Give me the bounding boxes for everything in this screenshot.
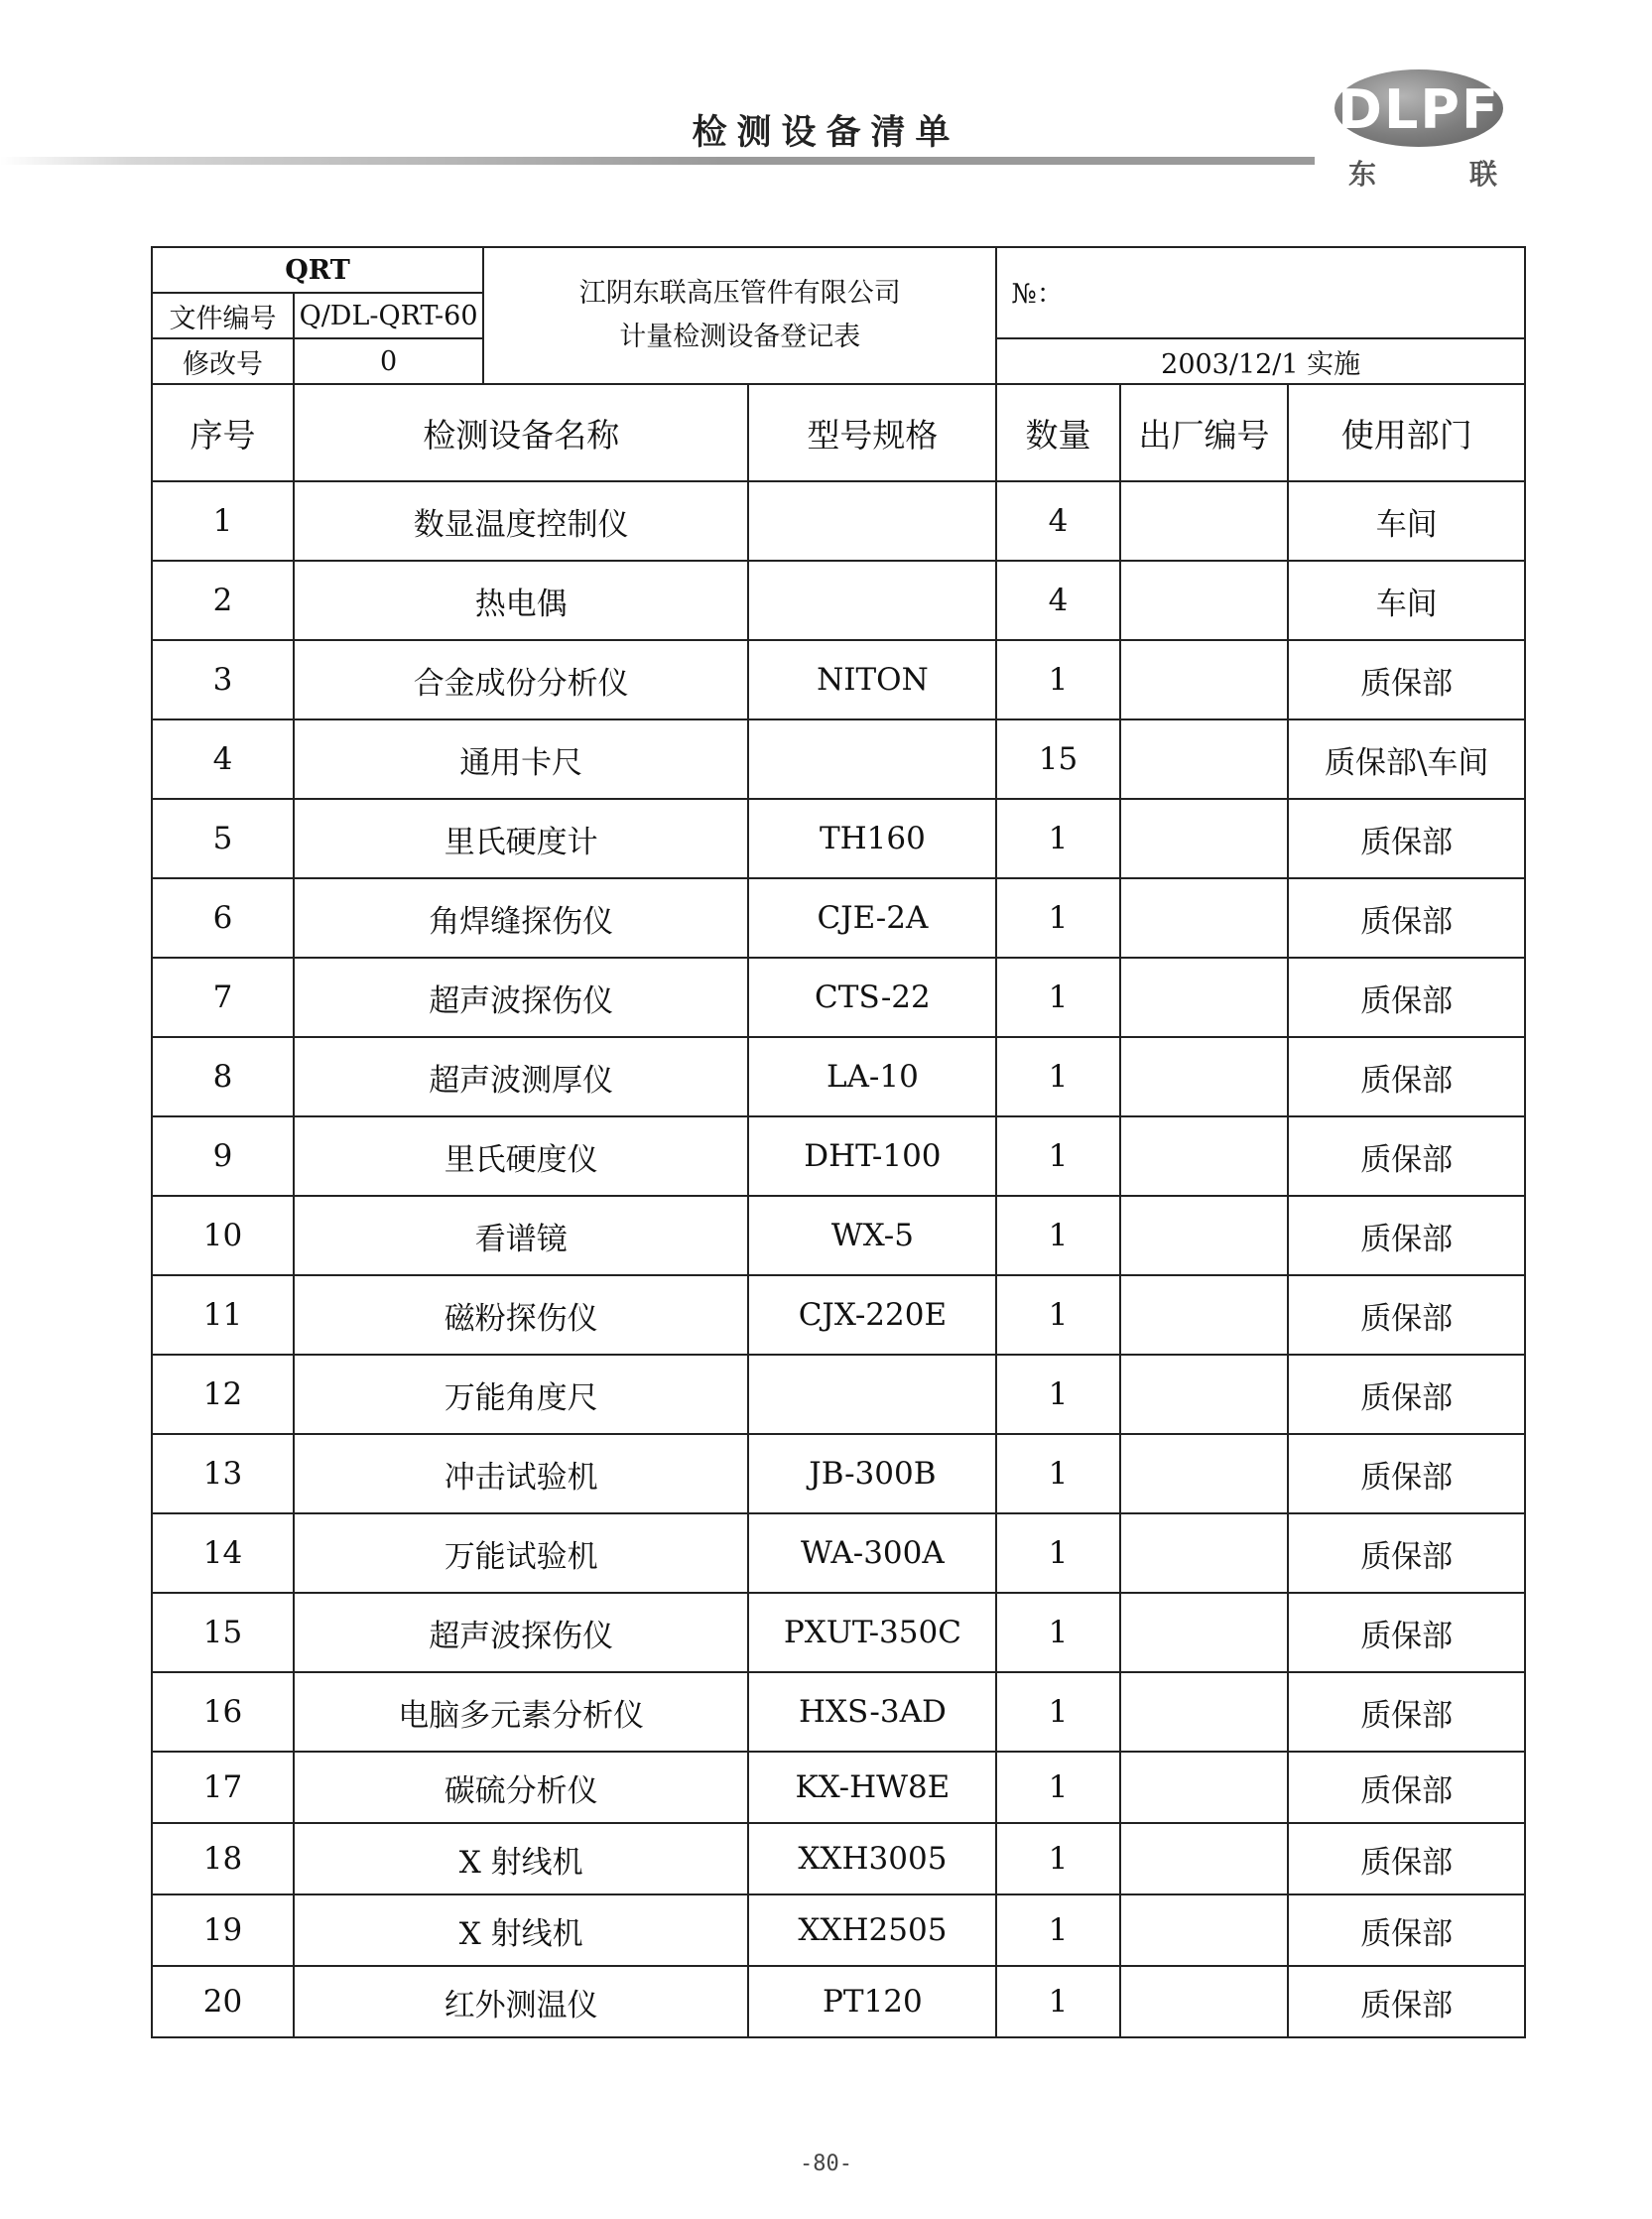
cell-model: [748, 481, 996, 561]
cell-no: 6: [152, 878, 294, 958]
cell-dept: 车间: [1288, 481, 1525, 561]
cell-dept: 质保部: [1288, 1823, 1525, 1894]
cell-serial: [1120, 1355, 1289, 1434]
cell-serial: [1120, 1593, 1289, 1672]
cell-dept: 车间: [1288, 561, 1525, 640]
cell-name: 电脑多元素分析仪: [294, 1672, 749, 1752]
cell-qty: 1: [996, 1196, 1119, 1275]
col-header-qty: 数量: [996, 384, 1119, 481]
revision-label: 修改号: [152, 338, 294, 384]
logo-cn-left: 东: [1348, 158, 1377, 191]
cell-name: 里氏硬度计: [294, 799, 749, 878]
title-rule: [0, 157, 1315, 165]
cell-name: 万能角度尺: [294, 1355, 749, 1434]
table-row: [152, 719, 1525, 799]
cell-dept: 质保部: [1288, 1037, 1525, 1116]
cell-no: 2: [152, 561, 294, 640]
cell-dept: 质保部: [1288, 1752, 1525, 1823]
cell-dept: 质保部: [1288, 1966, 1525, 2037]
cell-serial: [1120, 1196, 1289, 1275]
cell-dept: 质保部: [1288, 1434, 1525, 1513]
cell-dept: 质保部: [1288, 1116, 1525, 1196]
revision-value: 0: [294, 338, 483, 384]
cell-no: 9: [152, 1116, 294, 1196]
cell-model: [748, 1355, 996, 1434]
cell-dept: 质保部: [1288, 640, 1525, 719]
cell-model: XXH3005: [748, 1823, 996, 1894]
cell-dept: 质保部: [1288, 958, 1525, 1037]
cell-no: 20: [152, 1966, 294, 2037]
table-row: [152, 799, 1525, 878]
cell-qty: 4: [996, 481, 1119, 561]
cell-dept: 质保部: [1288, 1672, 1525, 1752]
cell-qty: 1: [996, 640, 1119, 719]
cell-qty: 15: [996, 719, 1119, 799]
cell-no: 5: [152, 799, 294, 878]
cell-serial: [1120, 1513, 1289, 1593]
cell-model: JB-300B: [748, 1434, 996, 1513]
cell-name: 磁粉探伤仪: [294, 1275, 749, 1355]
cell-no: 14: [152, 1513, 294, 1593]
table-row: [152, 640, 1525, 719]
cell-dept: 质保部: [1288, 799, 1525, 878]
col-header-name: 检测设备名称: [294, 384, 749, 481]
cell-no: 11: [152, 1275, 294, 1355]
cell-name: 冲击试验机: [294, 1434, 749, 1513]
cell-dept: 质保部: [1288, 1894, 1525, 1966]
table-row: [152, 1037, 1525, 1116]
cell-name: X 射线机: [294, 1894, 749, 1966]
cell-serial: [1120, 1823, 1289, 1894]
logo-cn-right: 联: [1468, 158, 1497, 191]
cell-model: WA-300A: [748, 1513, 996, 1593]
table-row: [152, 1823, 1525, 1894]
cell-no: 17: [152, 1752, 294, 1823]
cell-qty: 1: [996, 1752, 1119, 1823]
cell-no: 16: [152, 1672, 294, 1752]
table-row: [152, 1196, 1525, 1275]
cell-model: [748, 719, 996, 799]
cell-no: 12: [152, 1355, 294, 1434]
cell-serial: [1120, 1672, 1289, 1752]
file-no-value: Q/DL-QRT-60: [294, 293, 483, 338]
cell-serial: [1120, 640, 1289, 719]
col-header-model: 型号规格: [748, 384, 996, 481]
cell-name: 合金成份分析仪: [294, 640, 749, 719]
cell-model: KX-HW8E: [748, 1752, 996, 1823]
cell-model: LA-10: [748, 1037, 996, 1116]
cell-name: 超声波测厚仪: [294, 1037, 749, 1116]
cell-serial: [1120, 1037, 1289, 1116]
form-number: №：: [996, 247, 1525, 338]
cell-no: 4: [152, 719, 294, 799]
cell-no: 3: [152, 640, 294, 719]
cell-model: HXS-3AD: [748, 1672, 996, 1752]
cell-model: XXH2505: [748, 1894, 996, 1966]
cell-name: 超声波探伤仪: [294, 958, 749, 1037]
cell-no: 7: [152, 958, 294, 1037]
cell-no: 8: [152, 1037, 294, 1116]
file-no-label: 文件编号: [152, 293, 294, 338]
cell-serial: [1120, 958, 1289, 1037]
cell-qty: 1: [996, 799, 1119, 878]
cell-name: 看谱镜: [294, 1196, 749, 1275]
cell-qty: 1: [996, 1823, 1119, 1894]
table-row: [152, 1752, 1525, 1823]
table-row: [152, 1894, 1525, 1966]
cell-dept: 质保部: [1288, 1355, 1525, 1434]
cell-serial: [1120, 1894, 1289, 1966]
page-number: -80-: [800, 2152, 852, 2176]
cell-serial: [1120, 1116, 1289, 1196]
effective-date: 2003/12/1 实施: [996, 338, 1525, 384]
cell-name: 万能试验机: [294, 1513, 749, 1593]
cell-qty: 1: [996, 1593, 1119, 1672]
table-row: [152, 1513, 1525, 1593]
table-row: [152, 561, 1525, 640]
cell-dept: 质保部: [1288, 1196, 1525, 1275]
table-row: [152, 1275, 1525, 1355]
cell-no: 10: [152, 1196, 294, 1275]
col-header-no: 序号: [152, 384, 294, 481]
cell-name: 通用卡尺: [294, 719, 749, 799]
cell-name: 碳硫分析仪: [294, 1752, 749, 1823]
cell-dept: 质保部: [1288, 1275, 1525, 1355]
table-row: [152, 958, 1525, 1037]
cell-model: TH160: [748, 799, 996, 878]
table-row: [152, 878, 1525, 958]
cell-model: WX-5: [748, 1196, 996, 1275]
cell-model: CJE-2A: [748, 878, 996, 958]
cell-qty: 1: [996, 1434, 1119, 1513]
cell-qty: 1: [996, 1037, 1119, 1116]
table-row: [152, 1355, 1525, 1434]
cell-serial: [1120, 1275, 1289, 1355]
cell-qty: 1: [996, 1275, 1119, 1355]
col-header-dept: 使用部门: [1288, 384, 1525, 481]
cell-name: 里氏硬度仪: [294, 1116, 749, 1196]
table-row: [152, 1116, 1525, 1196]
cell-name: 热电偶: [294, 561, 749, 640]
cell-model: [748, 561, 996, 640]
cell-serial: [1120, 481, 1289, 561]
form-company-cell: [483, 247, 996, 384]
cell-qty: 1: [996, 1966, 1119, 2037]
cell-qty: 4: [996, 561, 1119, 640]
cell-model: PT120: [748, 1966, 996, 2037]
cell-name: 红外测温仪: [294, 1966, 749, 2037]
cell-dept: 质保部: [1288, 878, 1525, 958]
company-logo: [1334, 69, 1503, 191]
cell-qty: 1: [996, 1894, 1119, 1966]
cell-serial: [1120, 799, 1289, 878]
cell-qty: 1: [996, 878, 1119, 958]
cell-serial: [1120, 878, 1289, 958]
logo-text: DLPF: [1337, 78, 1500, 141]
cell-serial: [1120, 561, 1289, 640]
table-row: [152, 1593, 1525, 1672]
cell-serial: [1120, 1966, 1289, 2037]
col-header-serial: 出厂编号: [1120, 384, 1289, 481]
cell-qty: 1: [996, 1355, 1119, 1434]
cell-serial: [1120, 1434, 1289, 1513]
cell-no: 18: [152, 1823, 294, 1894]
cell-name: 角焊缝探伤仪: [294, 878, 749, 958]
form-code: QRT: [152, 247, 483, 293]
cell-no: 19: [152, 1894, 294, 1966]
form-name: 计量检测设备登记表: [619, 322, 861, 352]
table-row: [152, 1966, 1525, 2037]
cell-serial: [1120, 1752, 1289, 1823]
table-row: [152, 1434, 1525, 1513]
logo-cn: [1348, 153, 1497, 193]
table-row: [152, 1672, 1525, 1752]
cell-model: PXUT-350C: [748, 1593, 996, 1672]
cell-model: DHT-100: [748, 1116, 996, 1196]
cell-model: CJX-220E: [748, 1275, 996, 1355]
company-name: 江阴东联高压管件有限公司: [578, 278, 901, 309]
cell-qty: 1: [996, 1672, 1119, 1752]
cell-name: 数显温度控制仪: [294, 481, 749, 561]
cell-qty: 1: [996, 1513, 1119, 1593]
cell-qty: 1: [996, 1116, 1119, 1196]
cell-serial: [1120, 719, 1289, 799]
cell-dept: 质保部: [1288, 1513, 1525, 1593]
cell-model: NITON: [748, 640, 996, 719]
cell-name: X 射线机: [294, 1823, 749, 1894]
cell-no: 1: [152, 481, 294, 561]
cell-model: CTS-22: [748, 958, 996, 1037]
cell-dept: 质保部: [1288, 1593, 1525, 1672]
equipment-table: [151, 246, 1526, 2038]
cell-no: 13: [152, 1434, 294, 1513]
cell-name: 超声波探伤仪: [294, 1593, 749, 1672]
cell-dept: 质保部\车间: [1288, 719, 1525, 799]
page-title: 检测设备清单: [692, 113, 960, 153]
cell-no: 15: [152, 1593, 294, 1672]
table-row: [152, 481, 1525, 561]
cell-qty: 1: [996, 958, 1119, 1037]
